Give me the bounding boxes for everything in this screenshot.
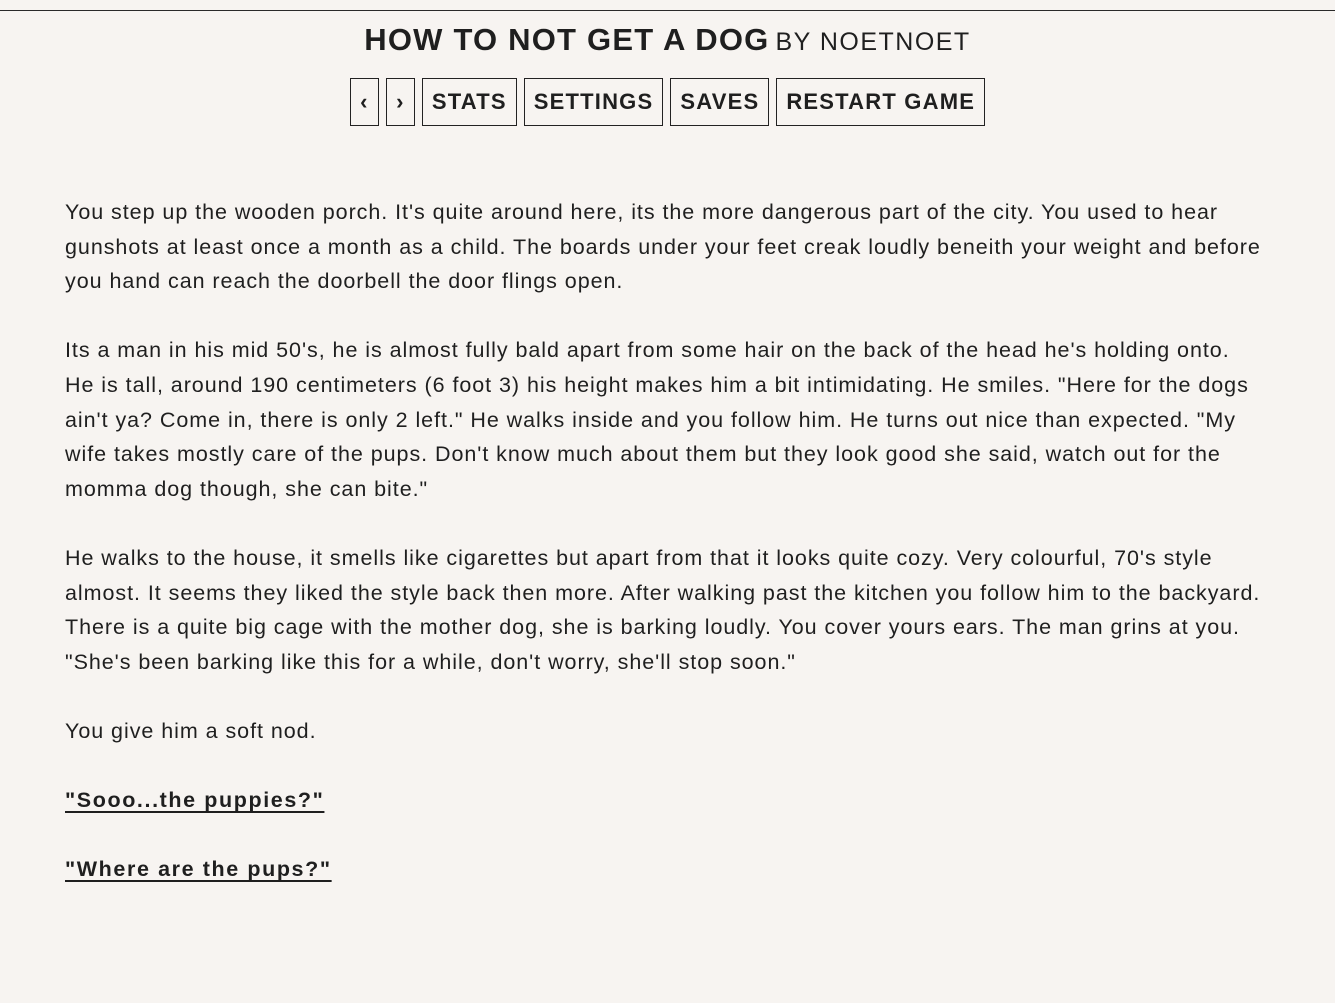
- choice-link-where-are-the-pups[interactable]: "Where are the pups?": [65, 857, 332, 882]
- story-title: HOW TO NOT GET A DOG: [364, 22, 770, 57]
- stats-button[interactable]: STATS: [422, 78, 517, 126]
- story-nav-bar: [0, 78, 1335, 126]
- saves-button[interactable]: SAVES: [670, 78, 769, 126]
- history-back-button[interactable]: ‹: [350, 78, 379, 126]
- history-forward-button[interactable]: ›: [386, 78, 415, 126]
- choice-item: [65, 852, 1265, 887]
- passage-paragraph: You give him a soft nod.: [65, 718, 317, 743]
- choice-item: [65, 783, 1265, 818]
- story-byline: BY NOETNOET: [775, 28, 971, 56]
- choice-link-sooo-the-puppies[interactable]: "Sooo...the puppies?": [65, 788, 325, 813]
- passage-text: [65, 195, 1265, 921]
- passage-paragraph: Its a man in his mid 50's, he is almost fully bald apart from some hair on the back of the head he's holding onto. He is tall, around 190 centimeters (6 foot 3) his height makes him a bit intimidating. He smiles. "Here for the dogs ain't ya? Come in, there is only 2 left." He walks inside and you follow him. He turns out nice than expected. "My wife takes mostly care of the pups. Don't know much about them but they look good she said, watch out for the momma dog though, she can bite.": [65, 338, 1249, 501]
- passage-paragraph: You step up the wooden porch. It's quite around here, its the more dangerous part of the city. You used to hear gunshots at least once a month as a child. The boards under your feet creak loudly beneith your weight and before you hand can reach the doorbell the door flings open.: [65, 200, 1261, 294]
- story-header: [0, 22, 1335, 58]
- passage-paragraph: He walks to the house, it smells like cigarettes but apart from that it looks quite cozy. Very colourful, 70's style almost. It seems they liked the style back then more. After walking past the kitchen you follow him to the backyard. There is a quite big cage with the mother dog, she is barking loudly. You cover yours ears. The man grins at you. "She's been barking like this for a while, don't worry, she'll stop soon.": [65, 545, 1261, 674]
- top-divider: [0, 10, 1335, 11]
- restart-game-button[interactable]: RESTART GAME: [776, 78, 985, 126]
- settings-button[interactable]: SETTINGS: [524, 78, 664, 126]
